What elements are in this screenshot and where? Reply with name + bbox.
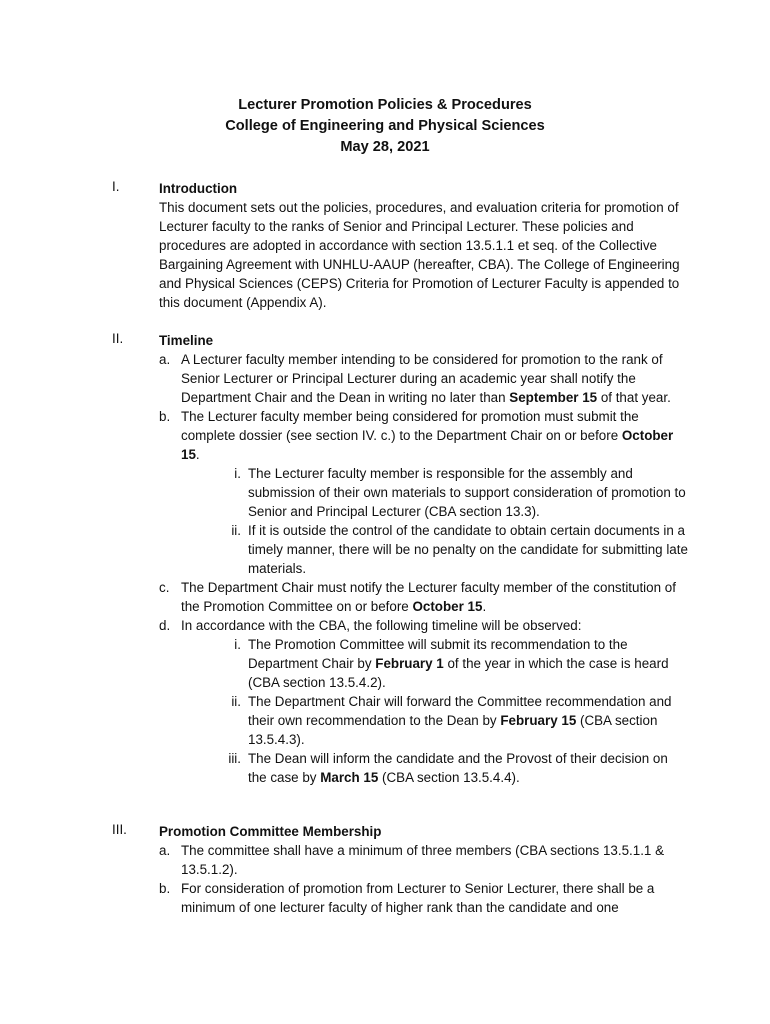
title-line-2: College of Engineering and Physical Sciences <box>225 118 545 134</box>
sub-list-item: ii. The Department Chair will forward the Committee recommendation and their own recommendation to the Dean by February 15 (CBA section 13.5.4.3). <box>181 692 689 749</box>
list-marker: ii. <box>231 523 241 538</box>
list-marker: a. <box>159 352 171 367</box>
section-numeral: I. <box>112 179 120 194</box>
section-heading: Promotion Committee Membership <box>159 824 382 839</box>
section-paragraph: This document sets out the policies, procedures, and evaluation criteria for promotion of Lecturer faculty to the ranks of Senior and Principal Lecturer. These policies and procedures are adopted in accordance with section 13.5.1.1 et seq. of the Collective Bargaining Agreement with UNHLU-AAUP (hereafter, CBA). The College of Engineering and Physical Sciences (CEPS) Criteria for Promotion of Lecturer Faculty is appended to this document (Appendix A). <box>159 200 680 310</box>
list-marker: iii. <box>228 751 241 766</box>
committee-list <box>159 841 689 917</box>
section-heading: Introduction <box>159 181 238 196</box>
sub-list <box>181 635 689 787</box>
section-numeral: II. <box>112 331 124 346</box>
timeline-list <box>159 350 689 787</box>
list-marker: ii. <box>231 694 241 709</box>
list-marker: i. <box>234 466 241 481</box>
list-marker: b. <box>159 881 171 896</box>
section-heading: Timeline <box>159 333 214 348</box>
section-numeral: III. <box>112 822 127 837</box>
list-item: a. A Lecturer faculty member intending to be considered for promotion to the rank of Senior Lecturer or Principal Lecturer during an academic year shall notify the Department Chair and the Dean in writing no later than September 15 of that year. <box>159 352 671 405</box>
title-line-1: Lecturer Promotion Policies & Procedures <box>238 97 532 113</box>
list-item: b. The Lecturer faculty member being considered for promotion must submit the complete dossier (see section IV. c.) to the Department Chair on or before October 15. i. The Lecturer faculty member is responsible for the assembly and submission of their own materials to support consideration of promotion to Senior and Principal Lecturer (CBA section 13.3). ii. If it is outside the control of the candidate to obtain certain documents in a timely manner, there will be no penalty on the candidate for submitting late materials. <box>159 409 688 576</box>
list-item: a. The committee shall have a minimum of three members (CBA sections 13.5.1.1 & 13.5.1.2). <box>159 843 665 877</box>
title-date: May 28, 2021 <box>340 139 430 155</box>
sub-list-item: i. The Promotion Committee will submit its recommendation to the Department Chair by February 1 of the year in which the case is heard (CBA section 13.5.4.2). <box>181 635 689 692</box>
sub-list <box>181 464 689 578</box>
list-item: c. The Department Chair must notify the Lecturer faculty member of the constitution of the Promotion Committee on or before October 15. <box>159 580 676 614</box>
list-marker: c. <box>159 580 170 595</box>
document-title <box>0 95 770 158</box>
list-item: b. For consideration of promotion from Lecturer to Senior Lecturer, there shall be a minimum of one lecturer faculty of higher rank than the candidate and one <box>159 881 655 915</box>
list-marker: d. <box>159 618 171 633</box>
sub-list-item: ii. If it is outside the control of the candidate to obtain certain documents in a timely manner, there will be no penalty on the candidate for submitting late materials. <box>181 521 689 578</box>
list-marker: b. <box>159 409 171 424</box>
list-marker: i. <box>234 637 241 652</box>
sub-list-item: i. The Lecturer faculty member is responsible for the assembly and submission of their own materials to support consideration of promotion to Senior and Principal Lecturer (CBA section 13.3). <box>181 464 689 521</box>
sub-list-item: iii. The Dean will inform the candidate and the Provost of their decision on the case by March 15 (CBA section 13.5.4.4). <box>181 749 689 787</box>
list-marker: a. <box>159 843 171 858</box>
list-item: d. In accordance with the CBA, the following timeline will be observed: i. The Promotion Committee will submit its recommendation to the Department Chair by February 1 of the year in which the case is heard (CBA section 13.5.4.2). ii. The Department Chair will forward the Committee recommendation and their own recommendation to the Dean by February 15 (CBA section 13.5.4.3). iii. The Dean will inform the candidate and the Provost of their decision on the case by March 15 (CBA section 13.5.4.4). <box>159 616 689 787</box>
